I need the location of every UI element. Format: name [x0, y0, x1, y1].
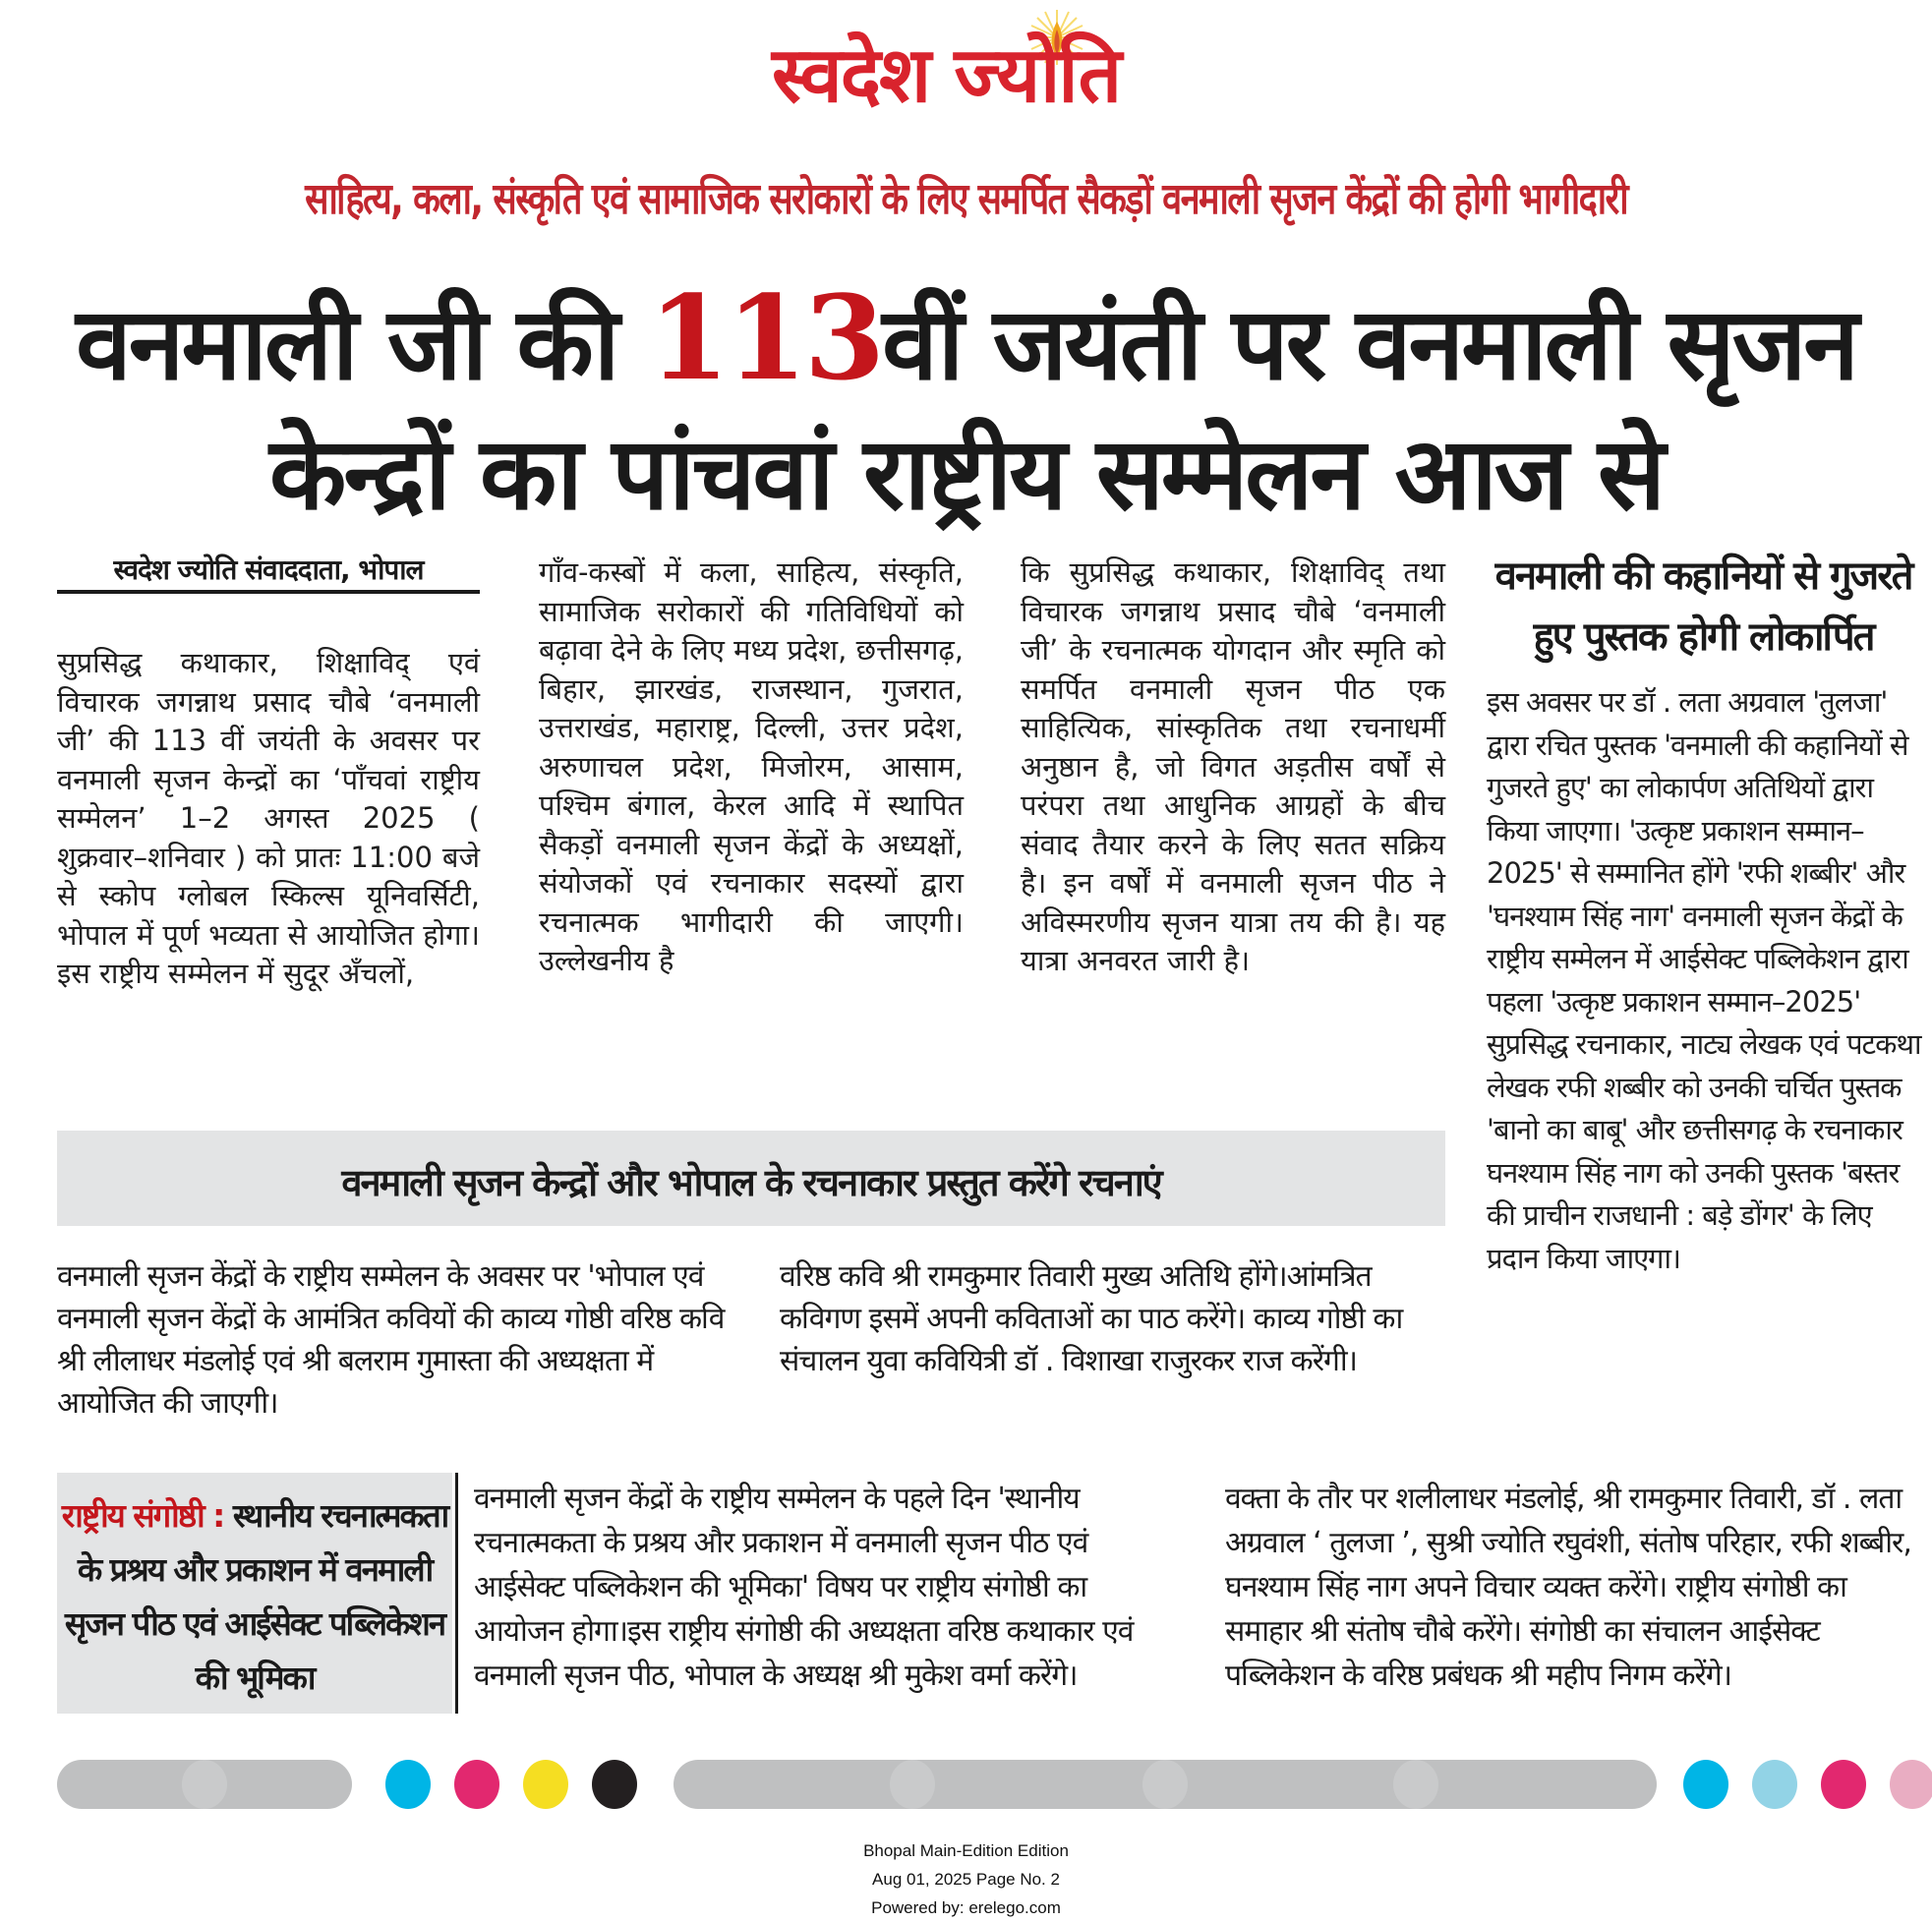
article-column-1: सुप्रसिद्ध कथाकार, शिक्षाविद् एवं विचारक जगन्नाथ प्रसाद चौबे ‘वनमाली जी’ की 113 वीं जयंती के अवसर पर वनमाली सृजन केन्द्रों का ‘पाँचवां राष्ट्रीय सम्मेलन’ 1–2 अगस्त 2025 ( शुक्रवार–शनिवार ) को प्रातः 11:00 बजे से स्कोप ग्लोबल स्किल्स यूनिवर्सिटी, भोपाल में पूर्ण भव्यता से आयोजित होगा। इस राष्ट्रीय सम्मेलन में सुदूर अँचलों, [57, 646, 480, 990]
column-divider [455, 1473, 458, 1714]
byline: स्वदेश ज्योति संवाददाता, भोपाल [57, 551, 480, 594]
newspaper-logo: स्वदेश ज्योति [772, 30, 1121, 120]
registration-dot [454, 1760, 499, 1809]
seminar-title [57, 1488, 452, 1705]
registration-highlight [182, 1760, 227, 1809]
edition-label: Bhopal Main-Edition Edition [863, 1841, 1069, 1860]
article-column-3: कि सुप्रसिद्ध कथाकार, शिक्षाविद् तथा विचारक जगन्नाथ प्रसाद चौबे ‘वनमाली जी’ के रचनात्मक योगदान और स्मृति को समर्पित वनमाली सृजन पीठ एक साहित्यिक, सांस्कृतिक तथा रचनाधर्मी अनुष्ठान है, जो विगत अड़तीस वर्षों से परंपरा तथा आधुनिक आग्रहों के बीच संवाद तैयार करने के लिए सतत सक्रिय है। इन वर्षों में वनमाली सृजन पीठ ने अविस्मरणीय सृजन यात्रा तय की है। यह यात्रा अनवरत जारी है। [1021, 555, 1445, 977]
registration-highlight [1142, 1760, 1188, 1809]
main-headline [0, 269, 1932, 540]
headline-number: 113 [648, 269, 883, 406]
seminar-label: राष्ट्रीय संगोष्ठी : [61, 1496, 224, 1535]
seminar-title-box [57, 1473, 452, 1714]
powered-by-label: Powered by: erelego.com [871, 1898, 1061, 1917]
headline-line-2: केन्द्रों का पांचवां राष्ट्रीय सम्मेलन आज से [269, 416, 1663, 533]
registration-dot [385, 1760, 431, 1809]
kicker-headline: साहित्य, कला, संस्कृति एवं सामाजिक सरोकारों के लिए समर्पित सैकड़ों वनमाली सृजन केंद्रों की होगी भागीदारी [305, 174, 1627, 224]
poetry-meet-paragraph-1: वनमाली सृजन केंद्रों के राष्ट्रीय सम्मेलन के अवसर पर 'भोपाल एवं वनमाली सृजन केंद्रों के आमंत्रित कवियों की काव्य गोष्ठी वरिष्ठ कवि श्री लीलाधर मंडलोई एवं श्री बलराम गुमास्ता की अध्यक्षता में आयोजित की जाएगी। [57, 1259, 725, 1421]
registration-dot [1683, 1760, 1728, 1809]
headline-prefix: वनमाली जी की [76, 286, 649, 403]
registration-dot [592, 1760, 637, 1809]
headline-suffix: वीं जयंती पर वनमाली सृजन [882, 286, 1856, 403]
registration-dot [1890, 1760, 1932, 1809]
color-registration-strip [0, 1750, 1932, 1819]
masthead [0, 0, 1932, 147]
seminar-topic: स्थानीय रचनात्मकता के प्रश्रय और प्रकाशन में वनमाली सृजन पीठ एवं आईसेक्ट पब्लिकेशन की भूमिका [64, 1496, 448, 1697]
headline-line-1 [0, 269, 1932, 410]
subheading-text: वनमाली सृजन केन्द्रों और भोपाल के रचनाकार प्रस्तुत करेंगे रचनाएं [341, 1161, 1161, 1204]
sidebar-heading: वनमाली की कहानियों से गुजरते हुए पुस्तक होगी लोकार्पित [1494, 553, 1912, 660]
registration-dot [1752, 1760, 1797, 1809]
poetry-meet-paragraph-2: वरिष्ठ कवि श्री रामकुमार तिवारी मुख्य अतिथि होंगे।आंमत्रित कविगण इसमें अपनी कविताओं का पाठ करेंगे। काव्य गोष्ठी का संचालन युवा कवियित्री डॉ . विशाखा राजुरकर राज करेंगी। [780, 1259, 1403, 1378]
page-footer [0, 1836, 1932, 1922]
registration-highlight [890, 1760, 935, 1809]
article-column-2: गाँव-कस्बों में कला, साहित्य, संस्कृति, सामाजिक सरोकारों की गतिविधियों को बढ़ावा देने के लिए मध्य प्रदेश, छत्तीसगढ़, बिहार, झारखंड, राजस्थान, गुजरात, उत्तराखंड, महाराष्ट्र, दिल्ली, उत्तर प्रदेश, अरुणाचल प्रदेश, मिजोरम, आसाम, पश्चिम बंगाल, केरल आदि में स्थापित सैकड़ों वनमाली सृजन केंद्रों के अध्यक्षों, संयोजकों एवं रचनाकार सदस्यों द्वारा रचनात्मक भागीदारी की जाएगी। उल्लेखनीय है [539, 555, 964, 977]
registration-highlight [1393, 1760, 1438, 1809]
registration-dot [1821, 1760, 1866, 1809]
seminar-paragraph-2: वक्ता के तौर पर शलीलाधर मंडलोई, श्री रामकुमार तिवारी, डॉ . लता अग्रवाल ‘ तुलजा ’, सुश्री ज्योति रघुवंशी, संतोष परिहार, रफी शब्बीर, घनश्याम सिंह नाग अपने विचार व्यक्त करेंगे। राष्ट्रीय संगोष्ठी का समाहार श्री संतोष चौबे करेंगे। संगोष्ठी का संचालन आईसेक्ट पब्लिकेशन के वरिष्ठ प्रबंधक श्री महीप निगम करेंगे। [1225, 1482, 1911, 1693]
seminar-paragraph-1: वनमाली सृजन केंद्रों के राष्ट्रीय सम्मेलन के पहले दिन 'स्थानीय रचनात्मकता के प्रश्रय और प्रकाशन में वनमाली सृजन पीठ एवं आईसेक्ट पब्लिकेशन की भूमिका' विषय पर राष्ट्रीय संगोष्ठी का आयोजन होगा।इस राष्ट्रीय संगोष्ठी की अध्यक्षता वरिष्ठ कथाकार एवं वनमाली सृजन पीठ, भोपाल के अध्यक्ष श्री मुकेश वर्मा करेंगे। [474, 1482, 1134, 1693]
subheading-band [57, 1131, 1445, 1226]
registration-dot [523, 1760, 568, 1809]
date-page-label: Aug 01, 2025 Page No. 2 [872, 1870, 1060, 1889]
sidebar-body: इस अवसर पर डॉ . लता अग्रवाल 'तुलजा' द्वारा रचित पुस्तक 'वनमाली की कहानियों से गुजरते हुए' का लोकार्पण अतिथियों द्वारा किया जाएगा। 'उत्कृष्ट प्रकाशन सम्मान–2025' से सम्मानित होंगे 'रफी शब्बीर' और 'घनश्याम सिंह नाग' वनमाली सृजन केंद्रों के राष्ट्रीय सम्मेलन में आईसेक्ट पब्लिकेशन द्वारा पहला 'उत्कृष्ट प्रकाशन सम्मान–2025' सुप्रसिद्ध रचनाकार, नाट्य लेखक एवं पटकथा लेखक रफी शब्बीर को उनकी चर्चित पुस्तक 'बानो का बाबू' और छत्तीसगढ़ के रचनाकार घनश्याम सिंह नाग को उनकी पुस्तक 'बस्तर की प्राचीन राजधानी : बड़े डोंगर' के लिए प्रदान किया जाएगा। [1487, 685, 1921, 1275]
